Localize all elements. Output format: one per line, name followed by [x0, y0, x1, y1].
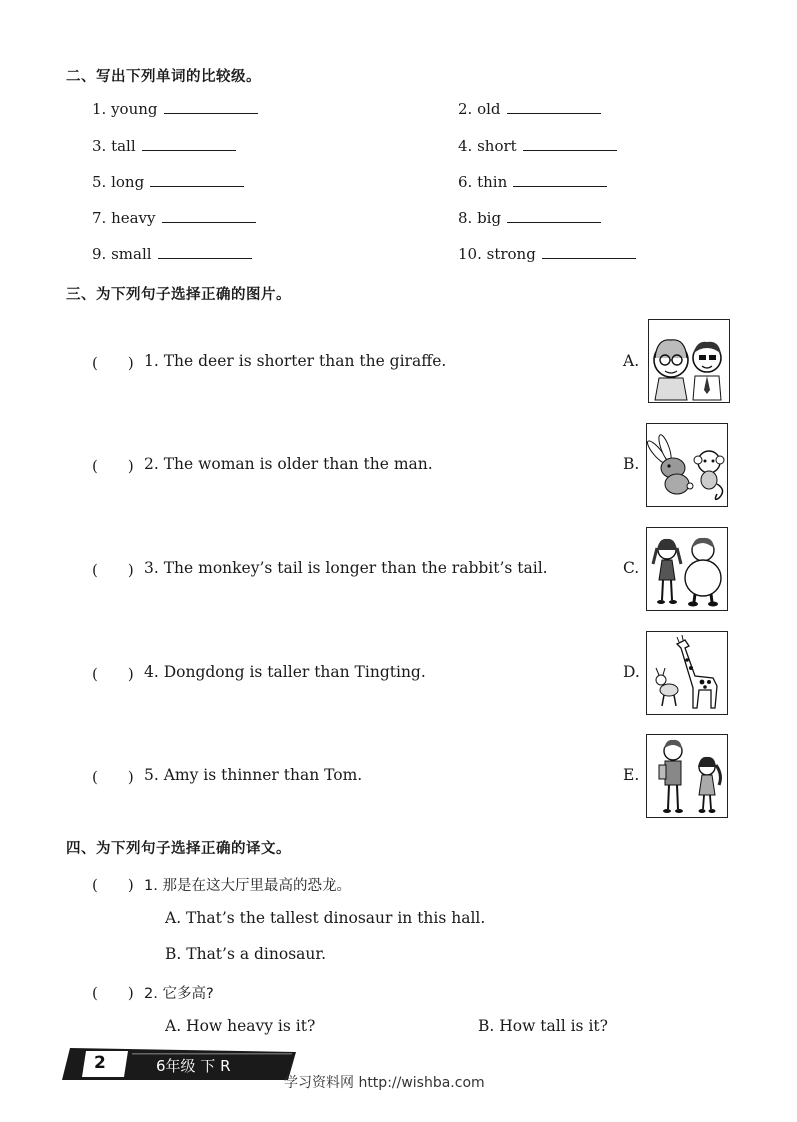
word-item: 6. thin	[458, 173, 607, 191]
word-item: 2. old	[458, 100, 601, 118]
answer-paren[interactable]: ( )	[92, 561, 134, 579]
translation-option-a[interactable]: A. That’s the tallest dinosaur in this hall.	[165, 909, 486, 927]
option-label-e: E.	[623, 766, 640, 784]
question-5: 5. Amy is thinner than Tom.	[144, 766, 363, 784]
answer-paren[interactable]: ( )	[92, 457, 134, 475]
answer-blank[interactable]	[542, 246, 636, 259]
section4-title: 四、为下列句子选择正确的译文。	[66, 841, 291, 857]
footer-banner	[62, 1048, 296, 1080]
option-label-d: D.	[623, 663, 640, 681]
section3-title: 三、为下列句子选择正确的图片。	[66, 287, 291, 303]
picture-c-thin-girl-and-fat-boy	[646, 527, 728, 611]
word-item: 8. big	[458, 209, 601, 227]
option-label-a: A.	[623, 352, 640, 370]
picture-a-old-woman-and-man	[648, 319, 730, 403]
answer-blank[interactable]	[162, 210, 256, 223]
translation-option-b[interactable]: B. How tall is it?	[478, 1017, 608, 1035]
picture-b-rabbit-and-monkey	[646, 423, 728, 507]
answer-paren[interactable]: ( )	[92, 665, 134, 683]
answer-paren[interactable]: ( )	[92, 354, 134, 372]
answer-blank[interactable]	[523, 138, 617, 151]
picture-e-tall-boy-and-short-girl	[646, 734, 728, 818]
picture-d-deer-and-giraffe	[646, 631, 728, 715]
section2-title: 二、写出下列单词的比较级。	[66, 69, 261, 85]
answer-paren[interactable]: ( )	[92, 984, 134, 1002]
answer-paren[interactable]: ( )	[92, 768, 134, 786]
word-item: 4. short	[458, 137, 617, 155]
word-item: 10. strong	[458, 245, 636, 263]
translation-question-2: 2. 它多高?	[144, 986, 214, 1002]
answer-blank[interactable]	[158, 246, 252, 259]
word-item: 7. heavy	[92, 209, 256, 227]
answer-paren[interactable]: ( )	[92, 876, 134, 894]
option-label-c: C.	[623, 559, 640, 577]
question-3: 3. The monkey’s tail is longer than the rabbit’s tail.	[144, 559, 548, 577]
word-item: 1. young	[92, 100, 258, 118]
answer-blank[interactable]	[507, 210, 601, 223]
answer-blank[interactable]	[507, 101, 601, 114]
translation-option-b[interactable]: B. That’s a dinosaur.	[165, 945, 327, 963]
answer-blank[interactable]	[513, 174, 607, 187]
answer-blank[interactable]	[164, 101, 258, 114]
translation-question-1: 1. 那是在这大厅里最高的恐龙。	[144, 878, 351, 894]
watermark-text: 学习资料网 http://wishba.com	[284, 1075, 485, 1091]
question-4: 4. Dongdong is taller than Tingting.	[144, 663, 426, 681]
question-1: 1. The deer is shorter than the giraffe.	[144, 352, 447, 370]
word-item: 3. tall	[92, 137, 236, 155]
word-item: 9. small	[92, 245, 252, 263]
page-number: 2	[94, 1053, 106, 1073]
answer-blank[interactable]	[150, 174, 244, 187]
grade-label: 6年级 下 R	[156, 1057, 231, 1075]
word-item: 5. long	[92, 173, 244, 191]
translation-option-a[interactable]: A. How heavy is it?	[165, 1017, 316, 1035]
question-2: 2. The woman is older than the man.	[144, 455, 433, 473]
answer-blank[interactable]	[142, 138, 236, 151]
option-label-b: B.	[623, 455, 640, 473]
